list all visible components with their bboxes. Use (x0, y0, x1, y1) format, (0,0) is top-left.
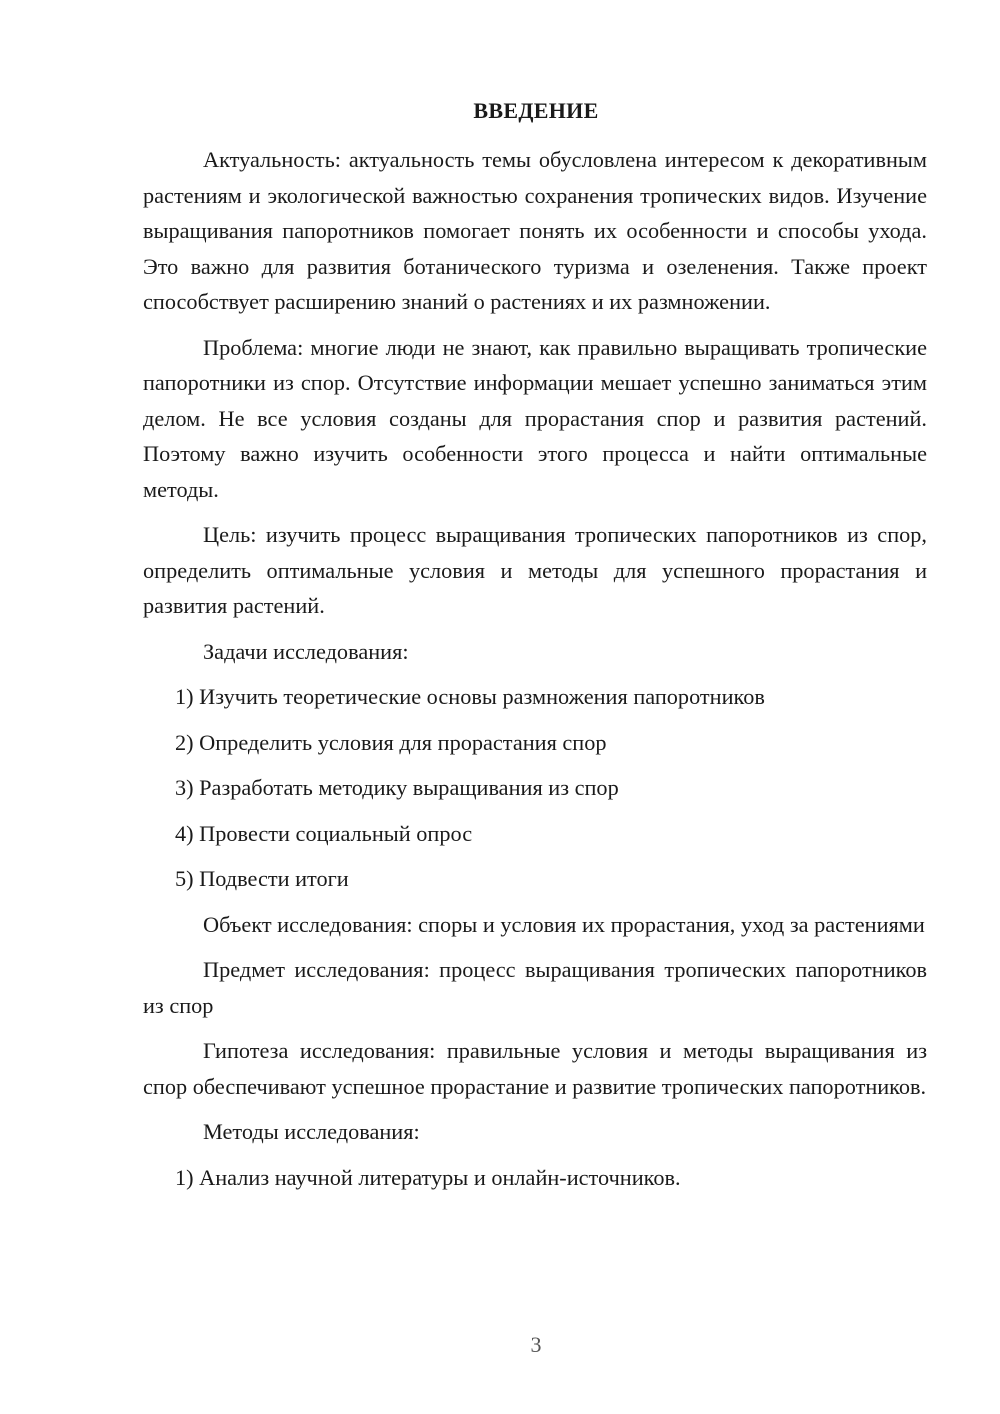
subject-paragraph: Предмет исследования: процесс выращивания тропических папоротников из спор (143, 957, 927, 1018)
object-paragraph: Объект исследования: споры и условия их прорастания, уход за растениями (203, 911, 925, 937)
task-list-item: 3) Разработать методику выращивания из спор (175, 775, 619, 800)
task-list-item: 4) Провести социальный опрос (175, 820, 473, 846)
page-content (143, 142, 927, 1205)
hypothesis-paragraph: Гипотеза исследования: правильные условия и методы выращивания из спор обеспечивают успешное прорастание и развитие тропических папоротников. (143, 1038, 927, 1099)
relevance-paragraph: Актуальность: актуальность темы обусловлена интересом к декоративным растениям и экологической важностью сохранения тропических видов. Изучение выращивания папоротников помогает понять их особенности и способы ухода. Это важно для развития ботанического туризма и озеленения. Также проект способствует расширению знаний о растениях и их размножении. (143, 147, 927, 314)
problem-paragraph: Проблема: многие люди не знают, как правильно выращивать тропические папоротники из спор. Отсутствие информации мешает успешно заниматься этим делом. Не все условия созданы для прорастания спор и развития растений. Поэтому важно изучить особенности этого процесса и найти оптимальные методы. (143, 334, 927, 502)
goal-paragraph: Цель: изучить процесс выращивания тропических папоротников из спор, определить оптимальные условия и методы для успешного прорастания и развития растений. (143, 522, 927, 618)
task-list-item: 5) Подвести итоги (175, 866, 349, 891)
page-title: ВВЕДЕНИЕ (473, 98, 599, 123)
page-number: 3 (530, 1332, 542, 1357)
method-list-item: 1) Анализ научной литературы и онлайн-источников. (175, 1164, 681, 1190)
task-list-item: 2) Определить условия для прорастания спор (175, 729, 607, 755)
tasks-heading: Задачи исследования: (203, 638, 409, 664)
methods-heading: Методы исследования: (203, 1119, 420, 1144)
task-list-item: 1) Изучить теоретические основы размножения папоротников (175, 684, 765, 709)
